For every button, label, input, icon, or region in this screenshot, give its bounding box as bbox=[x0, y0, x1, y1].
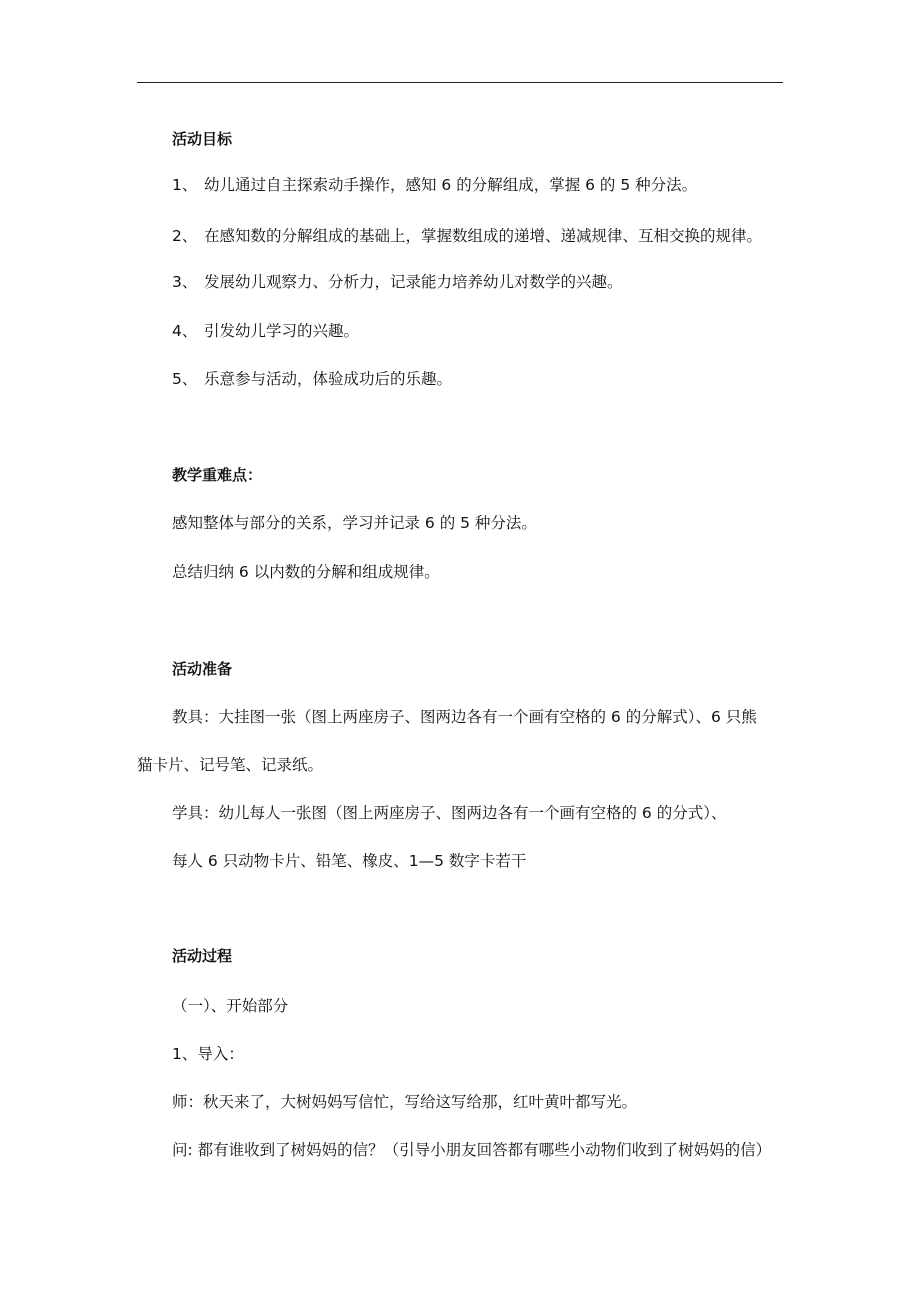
goal-item-2-text: 在感知数的分解组成的基础上，掌握数组成的递增、递减规律、互相交换的规律。 bbox=[204, 227, 763, 245]
goal-item-2-number: 2、 bbox=[172, 227, 198, 245]
header-rule bbox=[137, 82, 783, 83]
goals-heading: 活动目标 bbox=[172, 130, 233, 148]
process-heading: 活动过程 bbox=[172, 947, 233, 965]
goal-item-5 bbox=[172, 368, 452, 390]
process-intro: 1、导入： bbox=[172, 1045, 244, 1063]
key-points-heading: 教学重难点： bbox=[172, 466, 263, 484]
goal-item-3-text: 发展幼儿观察力、分析力，记录能力培养幼儿对数学的兴趣。 bbox=[204, 273, 623, 291]
goal-item-4 bbox=[172, 320, 359, 342]
question-line: 问: 都有谁收到了树妈妈的信？（引导小朋友回答都有哪些小动物们收到了树妈妈的信） bbox=[172, 1141, 772, 1159]
goal-item-1-number: 1、 bbox=[172, 176, 198, 194]
teacher-materials-line-1: 教具：大挂图一张（图上两座房子、图两边各有一个画有空格的 6 的分解式）、6 只熊 bbox=[172, 708, 757, 726]
goal-item-1-text: 幼儿通过自主探索动手操作，感知 6 的分解组成，掌握 6 的 5 种分法。 bbox=[204, 176, 698, 194]
goal-item-5-number: 5、 bbox=[172, 370, 198, 388]
goal-item-4-text: 引发幼儿学习的兴趣。 bbox=[204, 322, 360, 340]
preparation-heading: 活动准备 bbox=[172, 660, 233, 678]
teacher-says: 师：秋天来了，大树妈妈写信忙，写给这写给那，红叶黄叶都写光。 bbox=[172, 1093, 638, 1111]
student-materials-line-2: 每人 6 只动物卡片、铅笔、橡皮、1—5 数字卡若干 bbox=[172, 852, 527, 870]
goal-item-3-number: 3、 bbox=[172, 273, 198, 291]
goal-item-3 bbox=[172, 271, 623, 293]
goal-item-1 bbox=[172, 174, 697, 196]
process-part-1: （一）、开始部分 bbox=[172, 997, 289, 1015]
goal-item-5-text: 乐意参与活动，体验成功后的乐趣。 bbox=[204, 370, 453, 388]
key-point-1: 感知整体与部分的关系，学习并记录 6 的 5 种分法。 bbox=[172, 514, 537, 532]
goal-item-4-number: 4、 bbox=[172, 322, 198, 340]
goal-item-2 bbox=[172, 225, 762, 247]
student-materials-line-1: 学具：幼儿每人一张图（图上两座房子、图两边各有一个画有空格的 6 的分式）、 bbox=[172, 804, 727, 822]
teacher-materials-line-2: 猫卡片、记号笔、记录纸。 bbox=[137, 756, 324, 774]
key-point-2: 总结归纳 6 以内数的分解和组成规律。 bbox=[172, 563, 440, 581]
